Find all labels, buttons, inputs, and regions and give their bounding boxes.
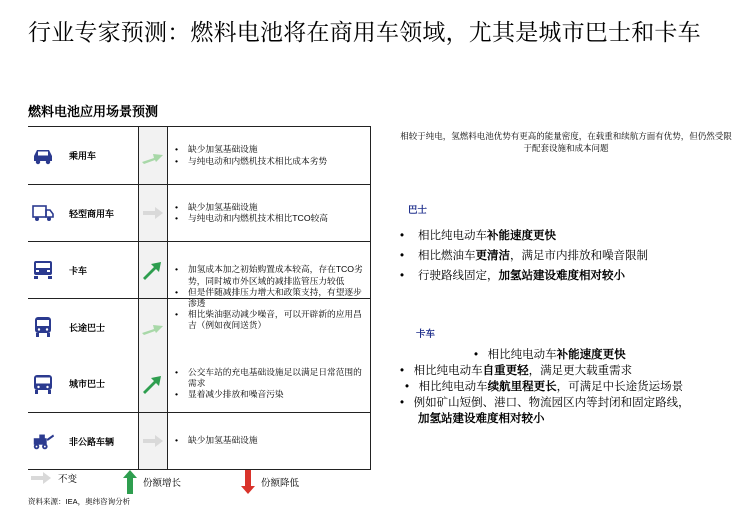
row-label: 长途巴士 <box>69 322 106 333</box>
offroad-vehicle-icon <box>31 430 55 452</box>
source-note: 资料来源：IEA，奥纬咨询分析 <box>28 497 131 506</box>
city-bus-icon <box>31 373 55 395</box>
bullet: • 与纯电动和内燃机技术相比成本劣势 <box>174 156 366 167</box>
row-label: 卡车 <box>69 265 88 276</box>
trend-unchanged-arrow-icon <box>141 206 165 220</box>
legend-label: 份额增长 <box>143 478 182 489</box>
truck-icon <box>31 259 55 281</box>
car-icon <box>31 145 55 167</box>
trend-cell <box>138 185 168 241</box>
trend-cell <box>138 299 168 355</box>
row-label: 轻型商用车 <box>69 208 115 219</box>
list-item: • 例如矿山短倒、港口、物流园区内等封闭和固定路线， 加氢站建设难度相对较小 <box>400 397 690 425</box>
trend-increase-arrow-icon <box>142 259 164 281</box>
up-arrow-icon <box>123 470 137 494</box>
truck-heading: 卡车 <box>416 329 436 340</box>
trend-cell <box>138 127 168 184</box>
legend-label: 份额降低 <box>261 478 300 489</box>
bus-bullets <box>400 226 648 286</box>
trend-increase-arrow-icon <box>141 147 165 165</box>
bullet: • 公交车站的充电基础设施足以满足日常范围的需求 <box>174 367 366 389</box>
legend-unchanged <box>30 471 77 485</box>
legend-decrease <box>241 470 299 494</box>
bullet: • 缺少加氢基础设施 <box>174 435 366 446</box>
trend-increase-arrow-icon <box>142 373 164 395</box>
row-label: 非公路车辆 <box>69 436 115 447</box>
trend-cell <box>138 242 168 298</box>
merged-bullets <box>174 241 366 355</box>
list-item: • 行驶路线固定，加氢站建设难度相对较小 <box>400 266 648 286</box>
list-item: • 相比纯电动车自重更轻，满足更大载重需求 <box>400 365 633 377</box>
trend-increase-arrow-icon <box>141 318 165 336</box>
list-item: • 相比纯电动车补能速度更快 <box>474 349 626 361</box>
list-item: • 相比纯电动车续航里程更长，可满足中长途货运场景 <box>405 381 684 393</box>
trend-cell <box>138 355 168 412</box>
bullet: • 显着减少排放和噪音污染 <box>174 389 366 400</box>
van-icon <box>31 202 55 224</box>
trend-unchanged-arrow-icon <box>141 434 165 448</box>
bullet: • 缺少加氢基础设施 <box>174 144 366 155</box>
bullet: • 加氢成本加之初始购置成本较高，存在TCO劣势，同时城市外区域的减排监管压力较低 <box>174 264 366 286</box>
list-item: • 相比燃油车更清洁，满足市内排放和噪音限制 <box>400 246 648 266</box>
bullet: • 缺少加氢基础设施 <box>174 202 366 213</box>
trend-cell <box>138 413 168 469</box>
section-subtitle: 燃料电池应用场景预测 <box>28 104 159 119</box>
bullet: • 但是伴随减排压力增大和政策支持，有望逐步渗透 <box>174 287 366 309</box>
list-item: • 相比纯电动车补能速度更快 <box>400 226 648 246</box>
bullet: • 与纯电动和内燃机技术相比TCO较高 <box>174 213 366 224</box>
scenario-table <box>28 126 371 470</box>
row-label: 乘用车 <box>69 151 97 161</box>
coach-icon <box>31 316 55 338</box>
row-label: 城市巴士 <box>69 379 106 389</box>
bullet: • 相比柴油驱动减少噪音，可以开辟新的应用昌吉（例如夜间送货） <box>174 309 366 331</box>
legend-label: 不变 <box>58 474 78 485</box>
table-row-offroad <box>28 412 370 469</box>
page-title: 行业专家预测：燃料电池将在商用车领域，尤其是城市巴士和卡车 <box>28 19 701 45</box>
legend-increase <box>123 470 181 494</box>
intro-text: 相较于纯电，氢燃料电池优势有更高的能量密度，在载重和续航方面有优势，但仍然受限于配套设施和成本问题 <box>400 131 732 153</box>
down-arrow-icon <box>241 470 255 494</box>
table-row-city-bus <box>28 355 370 412</box>
truck-bullets <box>398 347 738 427</box>
unchanged-arrow-icon <box>30 472 52 484</box>
table-row-light-commercial <box>28 184 370 241</box>
bus-heading: 巴士 <box>408 205 428 216</box>
table-row-passenger-car <box>28 127 370 184</box>
